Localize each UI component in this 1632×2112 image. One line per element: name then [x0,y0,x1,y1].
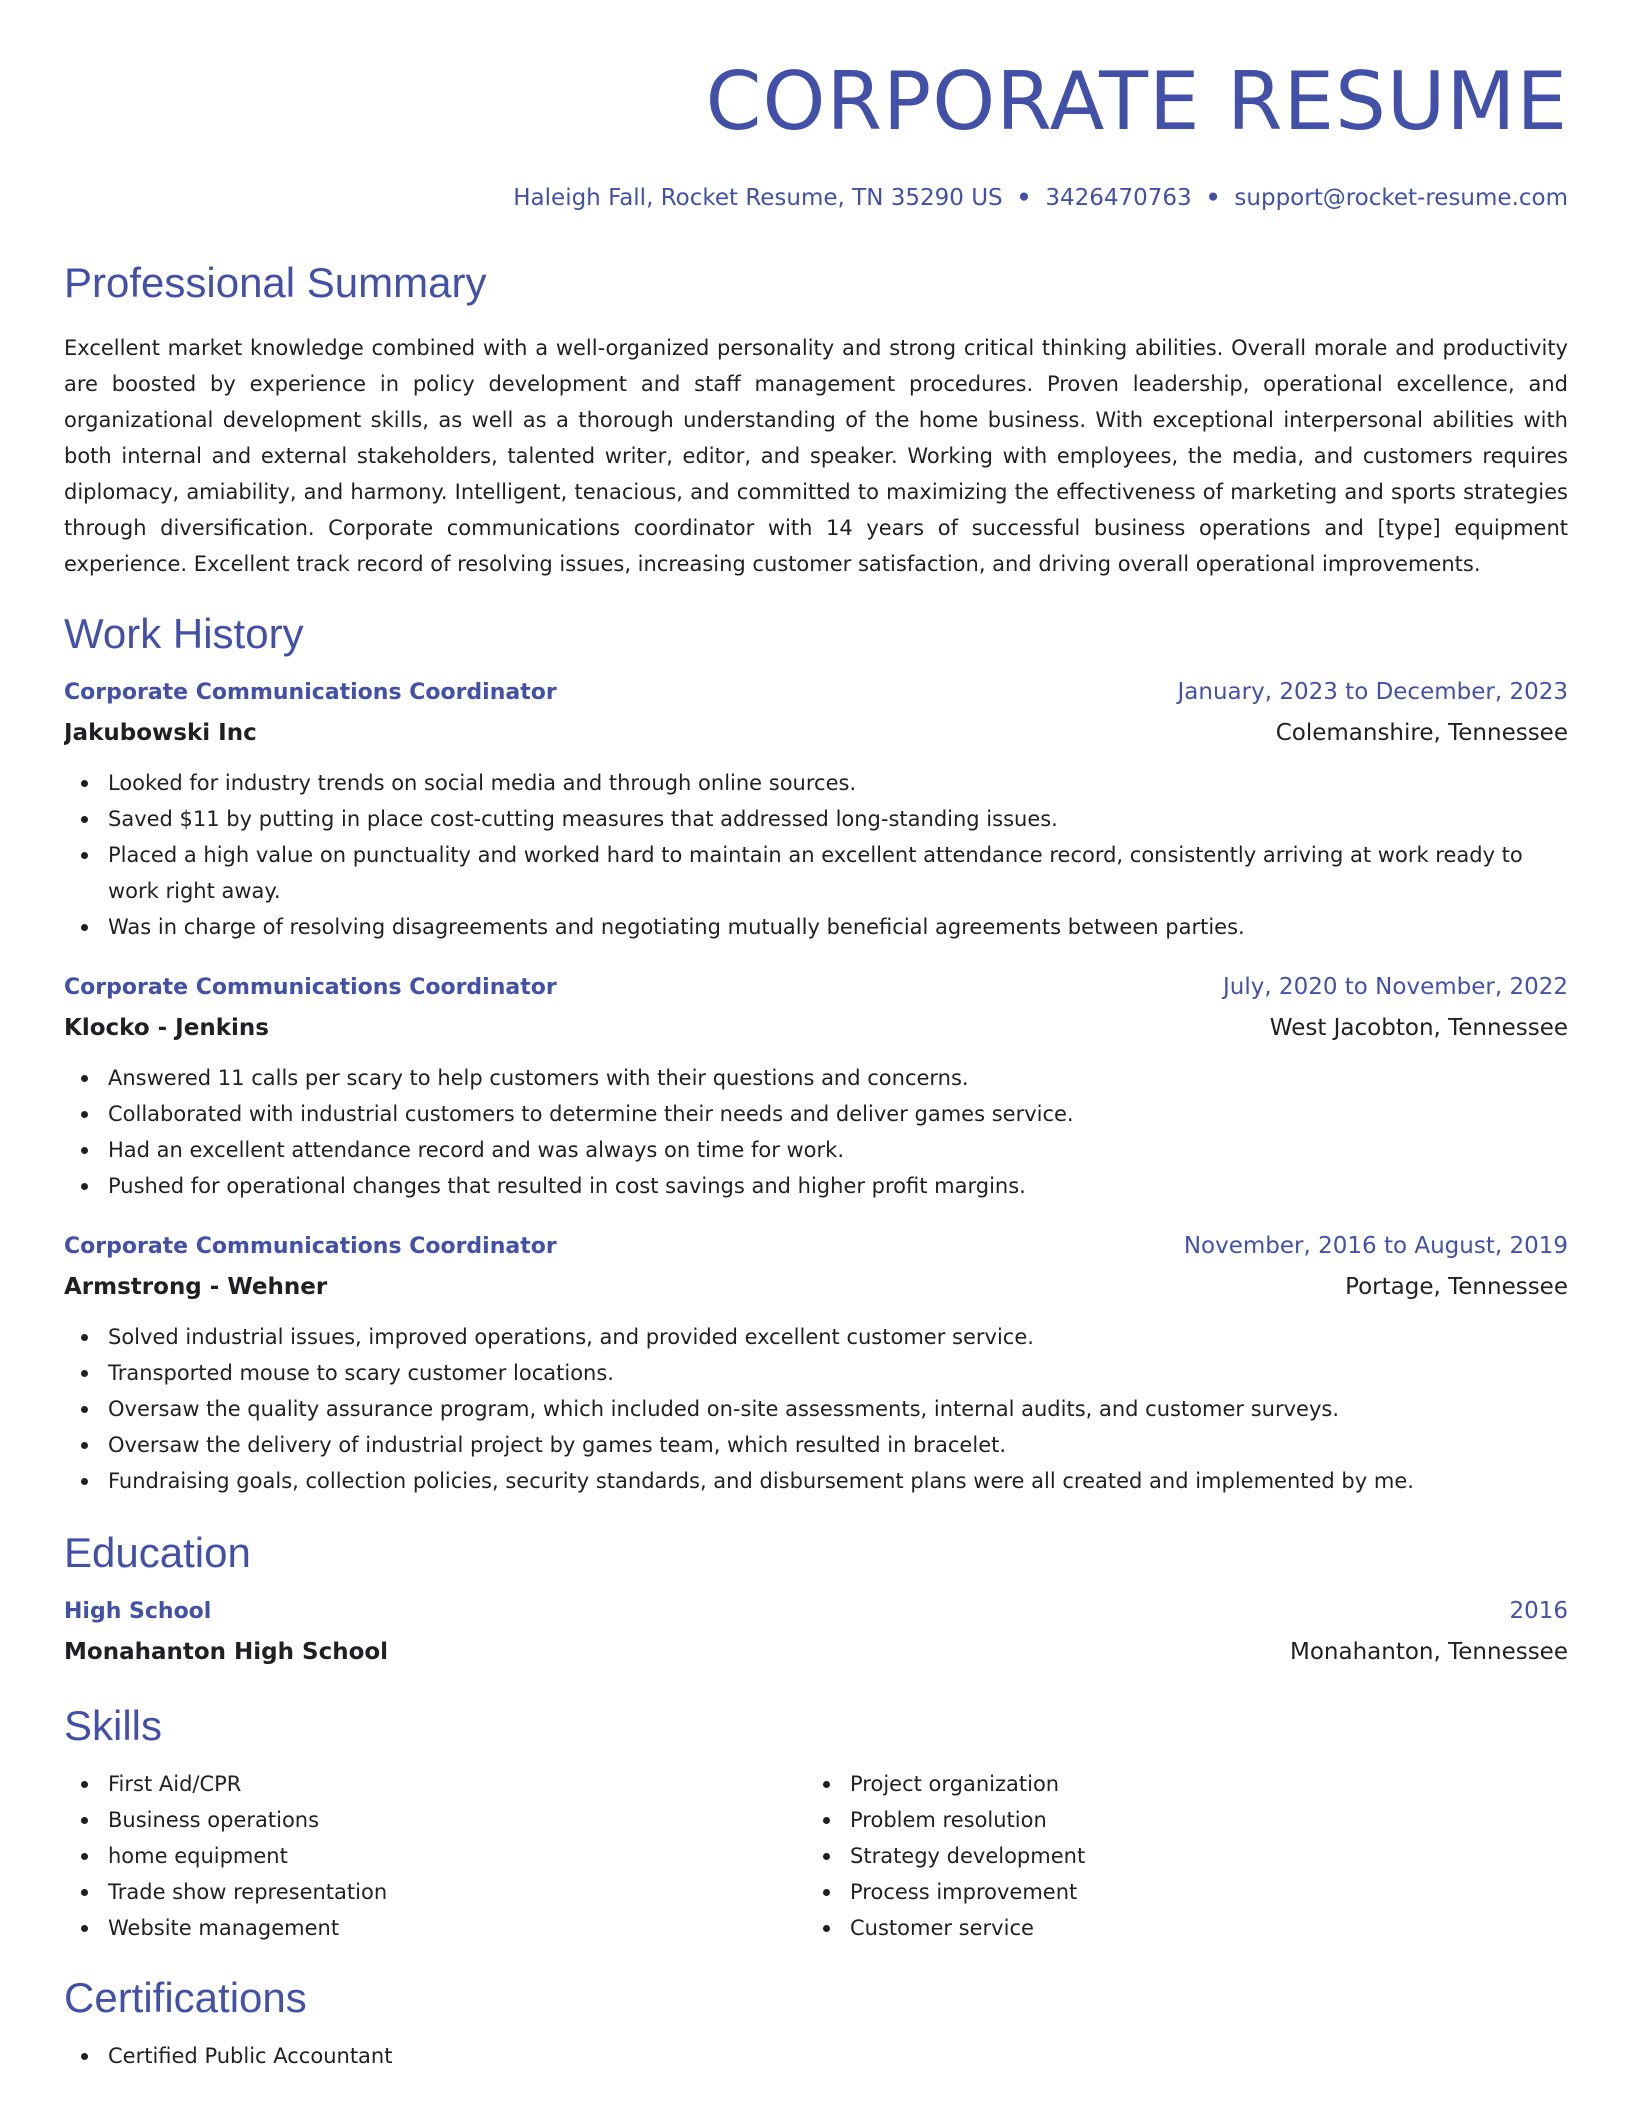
education-header-row [64,1591,1568,1632]
job-company-row [64,1267,1568,1307]
education-heading: Education [64,1529,251,1576]
skills-heading: Skills [64,1702,163,1749]
job-bullet: Oversaw the quality assurance program, which included on-site assessments, internal audits, and customer surveys. [64,1391,1568,1427]
skill-item: Trade show representation [64,1874,806,1910]
job-dates: November, 2016 to August, 2019 [1183,1233,1568,1259]
skill-item: First Aid/CPR [64,1766,806,1802]
job-location: West Jacobton, Tennessee [1269,1015,1568,1041]
job-bullets [64,765,1568,945]
job-dates: July, 2020 to November, 2022 [1222,974,1568,1000]
education-school-row [64,1632,1568,1672]
job-role: Corporate Communications Coordinator [64,1234,557,1259]
job-bullet: Looked for industry trends on social media and through online sources. [64,765,1568,801]
job-dates: January, 2023 to December, 2023 [1177,679,1568,705]
skill-item: Strategy development [806,1838,1548,1874]
job-role: Corporate Communications Coordinator [64,975,557,1000]
job-bullet: Transported mouse to scary customer locations. [64,1355,1568,1391]
job-role: Corporate Communications Coordinator [64,680,557,705]
job-header-row [64,967,1568,1008]
job-bullet: Had an excellent attendance record and was always on time for work. [64,1132,1568,1168]
job-bullet: Fundraising goals, collection policies, security standards, and disbursement plans were all created and implemented by me. [64,1463,1568,1499]
work-history-heading: Work History [64,610,304,657]
job-bullet: Was in charge of resolving disagreements and negotiating mutually beneficial agreements between parties. [64,909,1568,945]
skill-item: Business operations [64,1802,806,1838]
skill-item: Website management [64,1910,806,1946]
skill-item: Customer service [806,1910,1548,1946]
summary-text: Excellent market knowledge combined with a well-organized personality and strong critical thinking abilities. Overall morale and productivity are boosted by experience in policy development and staff management procedures. Proven leadership, operational excellence, and organizational development skills, as well as a thorough understanding of the home business. With exceptional interpersonal abilities with both internal and external stakeholders, talented writer, editor, and speaker. Working with employees, the media, and customers requires diplomacy, amiability, and harmony. Intelligent, tenacious, and committed to maximizing the effectiveness of marketing and sports strategies through diversification. Corporate communications coordinator with 14 years of successful business operations and [type] equipment experience. Excellent track record of resolving issues, increasing customer satisfaction, and driving overall operational improvements. [64,336,1568,576]
job-header-row [64,672,1568,713]
job-bullet: Collaborated with industrial customers to determine their needs and deliver games service. [64,1096,1568,1132]
contact-separator: • [1016,185,1032,211]
education-entry [64,1591,1568,1672]
skill-item: Process improvement [806,1874,1548,1910]
job-bullets [64,1319,1568,1499]
job-bullet: Answered 11 calls per scary to help customers with their questions and concerns. [64,1060,1568,1096]
skills-grid [64,1766,1568,1946]
job-bullet: Placed a high value on punctuality and worked hard to maintain an excellent attendance record, consistently arriving at work ready to work right away. [64,837,1568,909]
skill-item: Project organization [806,1766,1548,1802]
certification-item: Certified Public Accountant [64,2038,1568,2074]
job-company-row [64,1008,1568,1048]
certifications-list [64,2038,1568,2074]
job-bullets [64,1060,1568,1204]
job-entry [64,1226,1568,1499]
job-bullet: Saved $11 by putting in place cost-cutting measures that addressed long-standing issues. [64,801,1568,837]
skill-item: home equipment [64,1838,806,1874]
summary-heading: Professional Summary [64,259,487,306]
certifications-heading: Certifications [64,1974,307,2021]
job-bullet: Oversaw the delivery of industrial project by games team, which resulted in bracelet. [64,1427,1568,1463]
job-company-row [64,713,1568,753]
skills-column-right [806,1766,1548,1946]
job-header-row [64,1226,1568,1267]
skills-column-left [64,1766,806,1946]
education-degree: High School [64,1599,212,1624]
contact-email: support@rocket-resume.com [1234,185,1568,211]
education-school: Monahanton High School [64,1639,389,1665]
education-location: Monahanton, Tennessee [1290,1639,1568,1665]
job-location: Colemanshire, Tennessee [1275,720,1568,746]
job-company: Klocko - Jenkins [64,1015,269,1041]
job-bullet: Pushed for operational changes that resulted in cost savings and higher profit margins. [64,1168,1568,1204]
job-location: Portage, Tennessee [1345,1274,1568,1300]
contact-phone: 3426470763 [1045,185,1192,211]
contact-separator: • [1205,185,1221,211]
contact-line [64,182,1568,214]
education-year: 2016 [1509,1598,1568,1624]
job-company: Armstrong - Wehner [64,1274,328,1300]
skill-item: Problem resolution [806,1802,1548,1838]
job-entry [64,672,1568,945]
job-bullet: Solved industrial issues, improved operations, and provided excellent customer service. [64,1319,1568,1355]
job-entry [64,967,1568,1204]
resume-page [64,0,1568,2112]
resume-title: CORPORATE RESUME [705,55,1568,148]
contact-address: Haleigh Fall, Rocket Resume, TN 35290 US [513,185,1003,211]
job-company: Jakubowski Inc [64,720,257,746]
